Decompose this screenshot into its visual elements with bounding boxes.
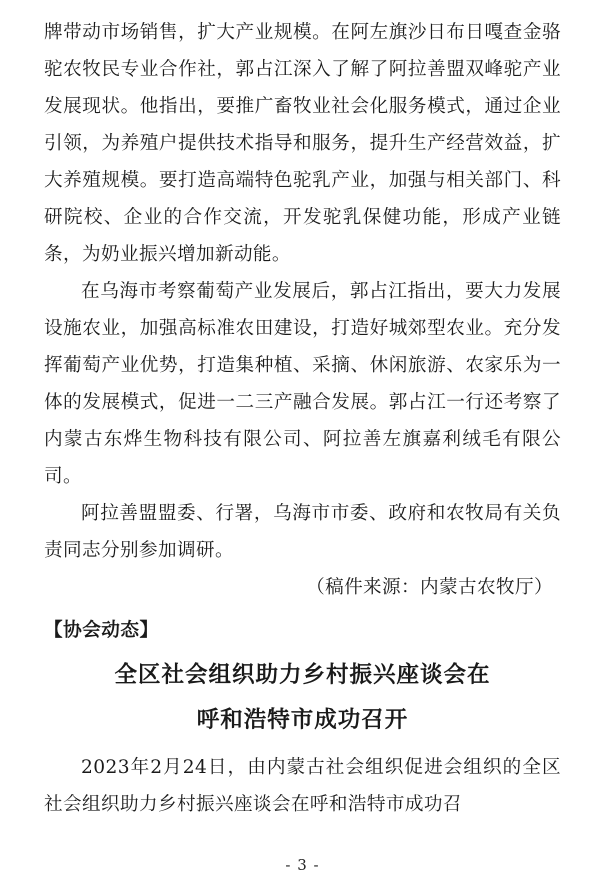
headline-line-2: 呼和浩特市成功召开 [196,707,409,733]
section-tag: 【协会动态】 [44,620,159,641]
paragraph-body: 牌带动市场销售，扩大产业规模。在阿左旗沙日布日嘎查金骆驼农牧民专业合作社，郭占江深入了解了阿拉善盟双峰驼产业发展现状。他指出，要推广畜牧业社会化服务模式，通过企业引领，为养殖户提供技术指导和服务，提升生产经营效益，扩大养殖规模。要打造高端特色驼乳产业，加强与相关部门、科研院校、企业的合作交流，开发驼乳保健功能，形成产业链条，为奶业振兴增加新动能。 [44,22,561,265]
page-number: - 3 - [285,856,320,874]
headline-line-1: 全区社会组织助力乡村振兴座谈会在 [114,662,491,688]
paragraph-body: 阿拉善盟盟委、行署，乌海市市委、政府和农牧局有关负责同志分别参加调研。 [44,503,561,561]
paragraph-body: 2023年2月24日，由内蒙古社会组织促进会组织的全区社会组织助力乡村振兴座谈会在呼和浩特市成功召 [44,757,561,815]
article-headline [44,653,561,743]
paragraph-body: 在乌海市考察葡萄产业发展后，郭占江指出，要大力发展设施农业，加强高标准农田建设，打造好城郊型农业。充分发挥葡萄产业优势，打造集种植、采摘、休闲旅游、农家乐为一体的发展模式，促进一二三产融合发展。郭占江一行还考察了内蒙古东烨生物科技有限公司、阿拉善左旗嘉利绒毛有限公司。 [44,281,561,487]
source-attribution: （稿件来源：内蒙古农牧厅） [306,577,553,598]
